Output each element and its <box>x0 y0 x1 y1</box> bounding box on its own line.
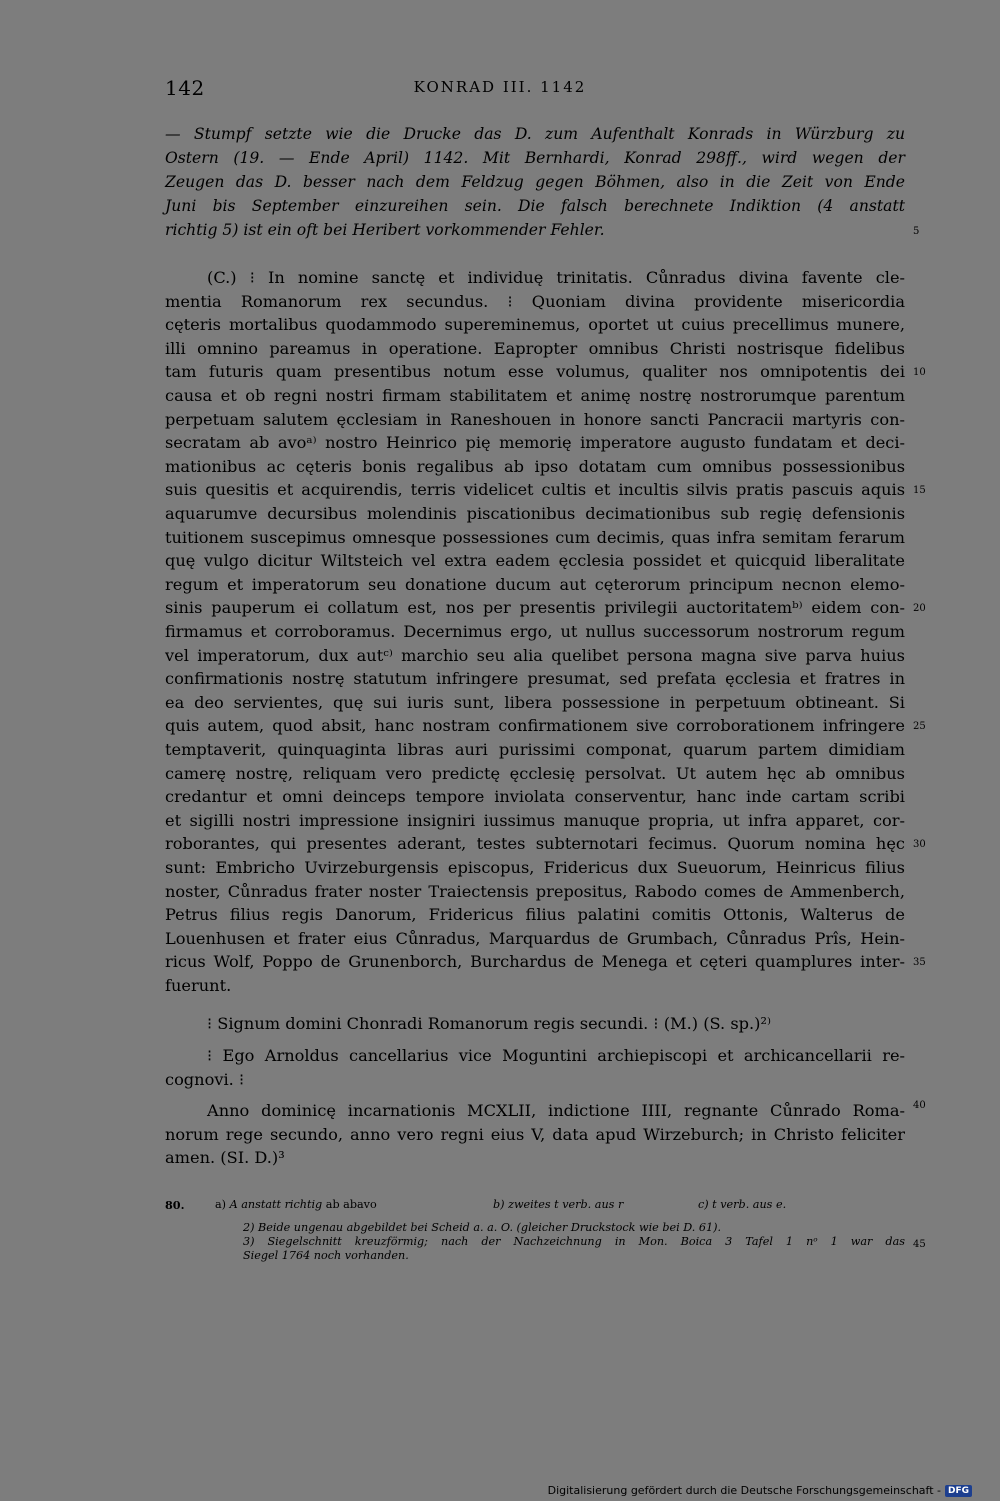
dfg-logo: DFG <box>945 1485 972 1497</box>
running-head: KONRAD III. 1142 <box>413 78 587 96</box>
body-line: roborantes, qui presentes aderant, testes subternotari fecimus. Quorum nomina hęc <box>165 834 905 854</box>
body-line: ea deo servientes, quę sui iuris sunt, libera possessione in perpetuum obtineant. Si <box>165 692 905 712</box>
body-line: credantur et omni deinceps tempore inviolata conserventur, hanc inde cartam scribi <box>165 787 905 807</box>
footnote-3-cont: Siegel 1764 noch vorhanden. <box>243 1249 409 1262</box>
dating-line: norum rege secundo, anno vero regni eius V, data apud Wirzeburch; in Christo feliciter <box>165 1124 905 1144</box>
body-line: mentia Romanorum rex secundus. ⁝ Quoniam divina providente misericordia <box>165 291 905 311</box>
margin-line-number: 40 <box>913 1100 926 1111</box>
margin-line-number: 10 <box>913 366 926 378</box>
body-line: perpetuam salutem ęcclesiam in Raneshouen in honore sancti Pancracii martyris con- <box>165 409 905 429</box>
margin-line-number: 45 <box>913 1239 926 1250</box>
body-line: fuerunt. <box>165 976 232 995</box>
body-line: tam futuris quam presentibus notum esse volumus, qualiter nos omnipotentis dei <box>165 362 905 382</box>
digitization-credit <box>548 1484 972 1497</box>
body-line: Louenhusen et frater eius Cůnradus, Marquardus de Grumbach, Cůnradus Prîs, Hein- <box>165 928 905 948</box>
recognition-line: cognovi. ⁝ <box>165 1069 245 1089</box>
footnote-3: 3) Siegelschnitt kreuzförmig; nach der Nachzeichnung in Mon. Boica 3 Tafel 1 nᵒ 1 war das <box>243 1235 905 1248</box>
footnote-a-label: a) <box>215 1198 227 1211</box>
body-line: suis quesitis et acquirendis, terris videlicet cultis et incultis silvis pratis pascuis aquis <box>165 480 905 500</box>
intro-line: Juni bis September einzureihen sein. Die falsch berechnete Indiktion (4 anstatt <box>165 197 905 215</box>
intro-line: — Stumpf setzte wie die Drucke das D. zum Aufenthalt Konrads in Würzburg zu <box>165 125 905 143</box>
body-line: quis autem, quod absit, hanc nostram confirmationem sive corroborationem infringere <box>165 716 905 736</box>
margin-line-number: 15 <box>913 484 926 496</box>
dating-line: Anno dominicę incarnationis MCXLII, indictione IIII, regnante Cůnrado Roma- <box>207 1101 905 1120</box>
page-number: 142 <box>165 76 205 100</box>
body-line: tuitionem suscepimus omnesque possessiones cum decimis, quas infra semitam ferarum <box>165 527 905 547</box>
intro-line: Ostern (19. — Ende April) 1142. Mit Bernhardi, Konrad 298ff., wird wegen der <box>165 149 905 167</box>
credit-text: Digitalisierung gefördert durch die Deutsche Forschungsgemeinschaft - <box>547 1484 941 1497</box>
body-line: secratam ab avoᵃ⁾ nostro Heinrico pię memorię imperatore augusto fundatam et deci- <box>165 433 905 453</box>
body-line: mationibus ac cęteris bonis regalibus ab ipso dotatam cum omnibus possessionibus <box>165 456 905 476</box>
margin-line-number: 30 <box>913 838 926 850</box>
body-line: (C.) ⁝ In nomine sanctę et individuę trinitatis. Cůnradus divina favente cle- <box>207 268 905 287</box>
body-line: cęteris mortalibus quodammodo supereminemus, oportet ut cuius precellimus munere, <box>165 315 905 335</box>
body-line: camerę nostrę, reliquam vero predictę ęcclesię persolvat. Ut autem hęc ab omnibus <box>165 763 905 783</box>
body-line: causa et ob regni nostri firmam stabilitatem et animę nostrę nostrorumque parentum <box>165 386 905 405</box>
body-line: firmamus et corroboramus. Decernimus ergo, ut nullus successorum nostrorum regum <box>165 622 905 641</box>
footnote-a-italic: A anstatt richtig <box>229 1198 323 1211</box>
footnote-abc <box>165 1198 905 1212</box>
body-line: et sigilli nostri impressione insigniri iussimus manuque propria, ut infra apparet, cor- <box>165 810 905 830</box>
body-line: sunt: Embricho Uvirzeburgensis episcopus, Fridericus dux Sueuorum, Heinricus filius <box>165 858 905 877</box>
intro-line: richtig 5) ist ein oft bei Heribert vorkommender Fehler. <box>165 221 605 239</box>
body-line: aquarumve decursibus molendinis piscationibus decimationibus sub regię defensionis <box>165 504 905 523</box>
intro-line: Zeugen das D. besser nach dem Feldzug gegen Böhmen, also in die Zeit von Ende <box>165 173 905 191</box>
margin-line-number: 5 <box>913 226 920 237</box>
body-line: confirmationis nostrę statutum infringere presumat, sed prefata ęcclesia et fratres in <box>165 669 905 689</box>
footnote-doc-number: 80. <box>165 1198 185 1212</box>
recognition-line: ⁝ Ego Arnoldus cancellarius vice Moguntini archiepiscopi et archicancellarii re- <box>207 1046 905 1065</box>
body-line: noster, Cůnradus frater noster Traiectensis prepositus, Rabodo comes de Ammenberch, <box>165 881 905 901</box>
body-line: sinis pauperum ei collatum est, nos per presentis privilegii auctoritatemᵇ⁾ eidem con- <box>165 598 905 618</box>
margin-line-number: 20 <box>913 602 926 614</box>
body-line: illi omnino pareamus in operatione. Eapropter omnibus Christi nostrisque fidelibus <box>165 338 905 358</box>
signum-line: ⁝ Signum domini Chonradi Romanorum regis secundi. ⁝ (M.) (S. sp.)²⁾ <box>207 1014 771 1033</box>
body-line: quę vulgo dicitur Wiltsteich vel extra eadem ęcclesia possidet et quicquid liberalitate <box>165 551 905 571</box>
footnote-b: b) zweites t verb. aus r <box>493 1198 624 1211</box>
footnote-c: c) t verb. aus e. <box>698 1198 787 1211</box>
dating-line: amen. (SI. D.)³ <box>165 1148 285 1168</box>
footnote-2: 2) Beide ungenau abgebildet bei Scheid a. a. O. (gleicher Druckstock wie bei D. 61). <box>243 1221 722 1234</box>
body-line: ricus Wolf, Poppo de Grunenborch, Burchardus de Menega et cęteri quamplures inter- <box>165 952 905 972</box>
body-line: temptaverit, quinquaginta libras auri purissimi componat, quarum partem dimidiam <box>165 740 905 759</box>
body-line: Petrus filius regis Danorum, Fridericus filius palatini comitis Ottonis, Walterus de <box>165 905 905 925</box>
footnote-a-text: ab abavo <box>325 1198 377 1211</box>
body-line: vel imperatorum, dux autᶜ⁾ marchio seu alia quelibet persona magna sive parva huius <box>165 645 905 665</box>
margin-line-number: 35 <box>913 956 926 968</box>
margin-line-number: 25 <box>913 720 926 732</box>
body-line: regum et imperatorum seu donatione ducum aut cęterorum principum necnon elemo- <box>165 574 905 594</box>
